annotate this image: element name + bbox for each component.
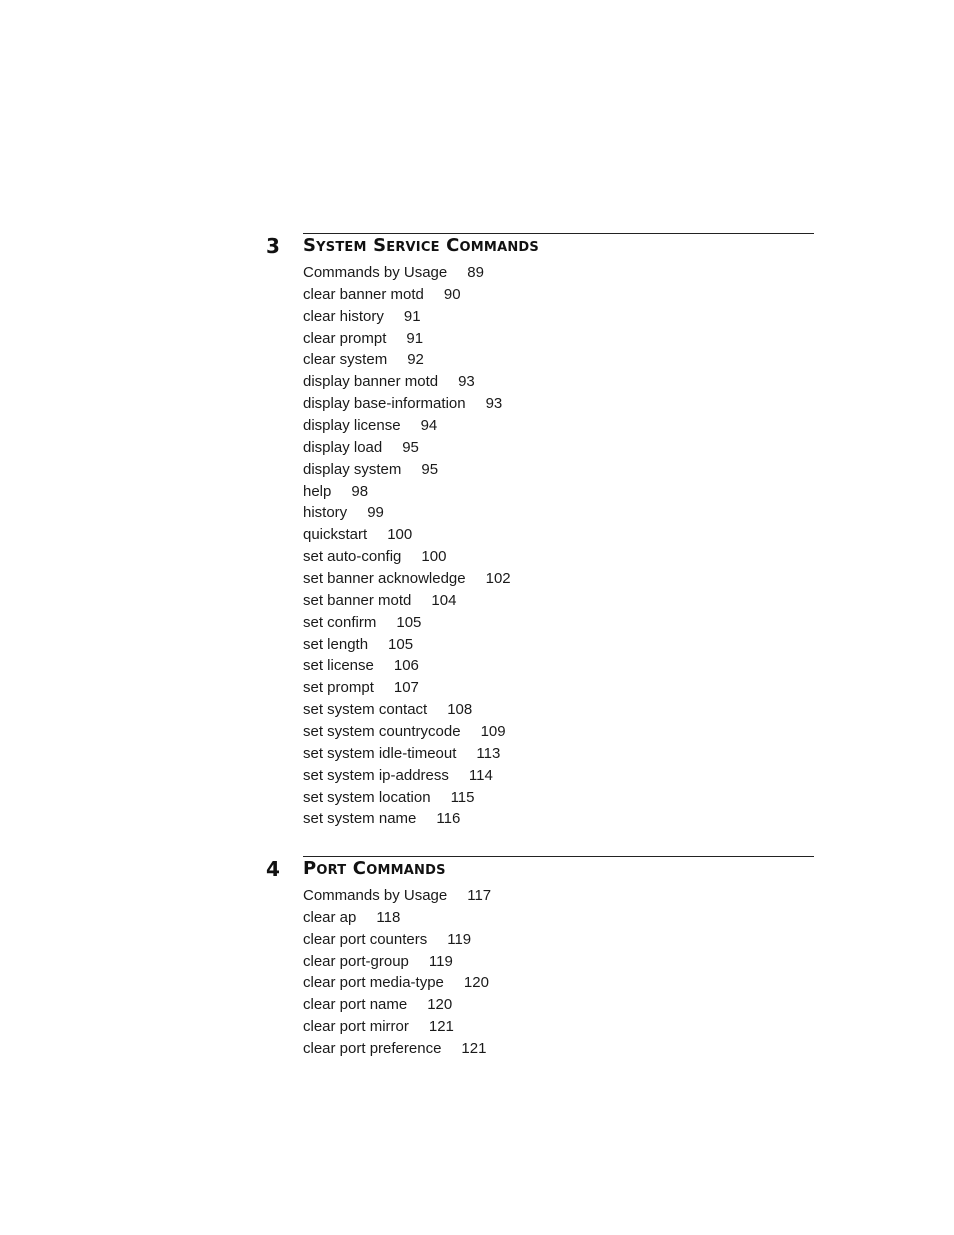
toc-entry-page-number: 105 xyxy=(388,635,414,653)
chapter-title: Port Commands xyxy=(303,858,446,879)
toc-entry-page-number: 91 xyxy=(406,329,424,347)
chapter-number: 4 xyxy=(266,857,280,881)
toc-entry[interactable] xyxy=(303,612,511,634)
toc-entry-label: set license xyxy=(303,657,374,675)
toc-entry-page-number: 89 xyxy=(467,264,484,281)
toc-entry[interactable] xyxy=(303,546,511,568)
toc-entry-label: display load xyxy=(303,438,383,456)
toc-entry-label: clear port mirror xyxy=(303,1018,409,1036)
toc-entry-label: clear ap xyxy=(303,908,357,926)
toc-entry-page-number: 121 xyxy=(461,1040,487,1058)
toc-entry-page-number: 102 xyxy=(485,570,511,588)
toc-entry[interactable] xyxy=(303,699,511,721)
toc-entry-page-number: 99 xyxy=(367,504,384,522)
toc-entry[interactable] xyxy=(303,951,491,973)
toc-entry[interactable] xyxy=(303,885,491,907)
toc-entry-label: clear port name xyxy=(303,996,408,1014)
toc-entry-label: clear system xyxy=(303,351,388,369)
toc-entry[interactable] xyxy=(303,787,511,809)
toc-entry-page-number: 104 xyxy=(431,591,457,609)
toc-entry-label: Commands by Usage xyxy=(303,264,448,281)
toc-entry-label: clear port media-type xyxy=(303,974,444,992)
toc-entry-page-number: 117 xyxy=(467,887,492,904)
toc-entry-label: clear port counters xyxy=(303,930,428,948)
toc-entry-label: clear port-group xyxy=(303,952,409,970)
toc-entry-page-number: 100 xyxy=(421,548,447,566)
toc-entry[interactable] xyxy=(303,1016,491,1038)
toc-entry[interactable] xyxy=(303,568,511,590)
toc-entry-page-number: 109 xyxy=(480,723,506,741)
toc-entry[interactable] xyxy=(303,1038,491,1060)
toc-entry[interactable] xyxy=(303,743,511,765)
toc-entry[interactable] xyxy=(303,306,511,328)
toc-entry-label: display license xyxy=(303,417,401,435)
toc-entry-label: clear prompt xyxy=(303,329,387,347)
toc-entry-page-number: 118 xyxy=(376,908,401,926)
toc-entry[interactable] xyxy=(303,721,511,743)
toc-entry[interactable] xyxy=(303,502,511,524)
toc-entry-label: set system location xyxy=(303,788,431,806)
toc-entry[interactable] xyxy=(303,524,511,546)
toc-entry[interactable] xyxy=(303,393,511,415)
toc-entry[interactable] xyxy=(303,590,511,612)
toc-entry[interactable] xyxy=(303,677,511,699)
chapter-number: 3 xyxy=(266,234,280,258)
toc-entry-page-number: 107 xyxy=(393,679,419,697)
toc-entry[interactable] xyxy=(303,459,511,481)
toc-entry[interactable] xyxy=(303,284,511,306)
toc-entry-page-number: 120 xyxy=(463,974,489,992)
toc-entry[interactable] xyxy=(303,655,511,677)
toc-entry-label: set length xyxy=(303,635,369,653)
toc-entry-page-number: 95 xyxy=(402,438,419,456)
toc-entry-label: display system xyxy=(303,460,402,478)
toc-entry-label: history xyxy=(303,504,348,522)
toc-entry-page-number: 91 xyxy=(403,307,421,325)
toc-entry[interactable] xyxy=(303,994,491,1016)
toc-entry[interactable] xyxy=(303,349,511,371)
toc-entry-page-number: 113 xyxy=(476,744,501,762)
toc-entry-label: set auto-config xyxy=(303,548,402,566)
toc-entry-page-number: 93 xyxy=(458,373,475,391)
toc-entry-page-number: 94 xyxy=(420,417,438,435)
toc-entry[interactable] xyxy=(303,371,511,393)
toc-entry-page-number: 108 xyxy=(447,701,473,719)
chapter-title: System Service Commands xyxy=(303,235,539,256)
toc-entry[interactable] xyxy=(303,765,511,787)
toc-entry[interactable] xyxy=(303,262,511,284)
toc-entry[interactable] xyxy=(303,929,491,951)
toc-entry-page-number: 106 xyxy=(393,657,419,675)
toc-entry[interactable] xyxy=(303,437,511,459)
toc-entry[interactable] xyxy=(303,634,511,656)
toc-entry-label: display base-information xyxy=(303,395,466,413)
toc-entry-page-number: 119 xyxy=(428,952,453,970)
toc-entry[interactable] xyxy=(303,328,511,350)
toc-entry-page-number: 116 xyxy=(436,810,461,828)
toc-entry-page-number: 105 xyxy=(396,613,422,631)
toc-entry-page-number: 114 xyxy=(468,766,493,784)
toc-entry-page-number: 92 xyxy=(407,351,424,369)
toc-entry-label: set confirm xyxy=(303,613,377,631)
toc-entry[interactable] xyxy=(303,481,511,503)
toc-entry-label: display banner motd xyxy=(303,373,439,391)
toc-entry-label: set system countrycode xyxy=(303,723,461,741)
toc-entry-page-number: 100 xyxy=(387,526,413,544)
toc-entry-label: quickstart xyxy=(303,526,368,544)
toc-entry-label: clear port preference xyxy=(303,1040,442,1058)
toc-entry-label: set banner acknowledge xyxy=(303,570,466,588)
toc-entry-label: set prompt xyxy=(303,679,374,697)
toc-entry[interactable] xyxy=(303,972,491,994)
toc-entry-label: set system name xyxy=(303,810,417,828)
toc-entry-label: set banner motd xyxy=(303,591,412,609)
toc-entry-page-number: 98 xyxy=(351,482,369,500)
toc-entry[interactable] xyxy=(303,808,511,830)
toc-entry-page-number: 90 xyxy=(443,285,461,303)
toc-entry[interactable] xyxy=(303,907,491,929)
toc-entry-page-number: 95 xyxy=(421,460,439,478)
toc-entry-page-number: 115 xyxy=(450,788,475,806)
toc-entry-label: clear history xyxy=(303,307,384,325)
toc-entry-page-number: 93 xyxy=(485,395,503,413)
toc-entry-page-number: 121 xyxy=(428,1018,454,1036)
toc-entry-list xyxy=(303,262,511,830)
toc-entry-label: set system contact xyxy=(303,701,428,719)
toc-entry[interactable] xyxy=(303,415,511,437)
toc-entry-label: Commands by Usage xyxy=(303,887,448,904)
toc-entry-label: set system ip-address xyxy=(303,766,449,784)
toc-entry-page-number: 119 xyxy=(447,930,472,948)
toc-entry-label: clear banner motd xyxy=(303,285,424,303)
toc-entry-page-number: 120 xyxy=(427,996,453,1014)
toc-entry-label: help xyxy=(303,482,332,500)
toc-entry-label: set system idle-timeout xyxy=(303,744,457,762)
toc-entry-list xyxy=(303,885,491,1060)
